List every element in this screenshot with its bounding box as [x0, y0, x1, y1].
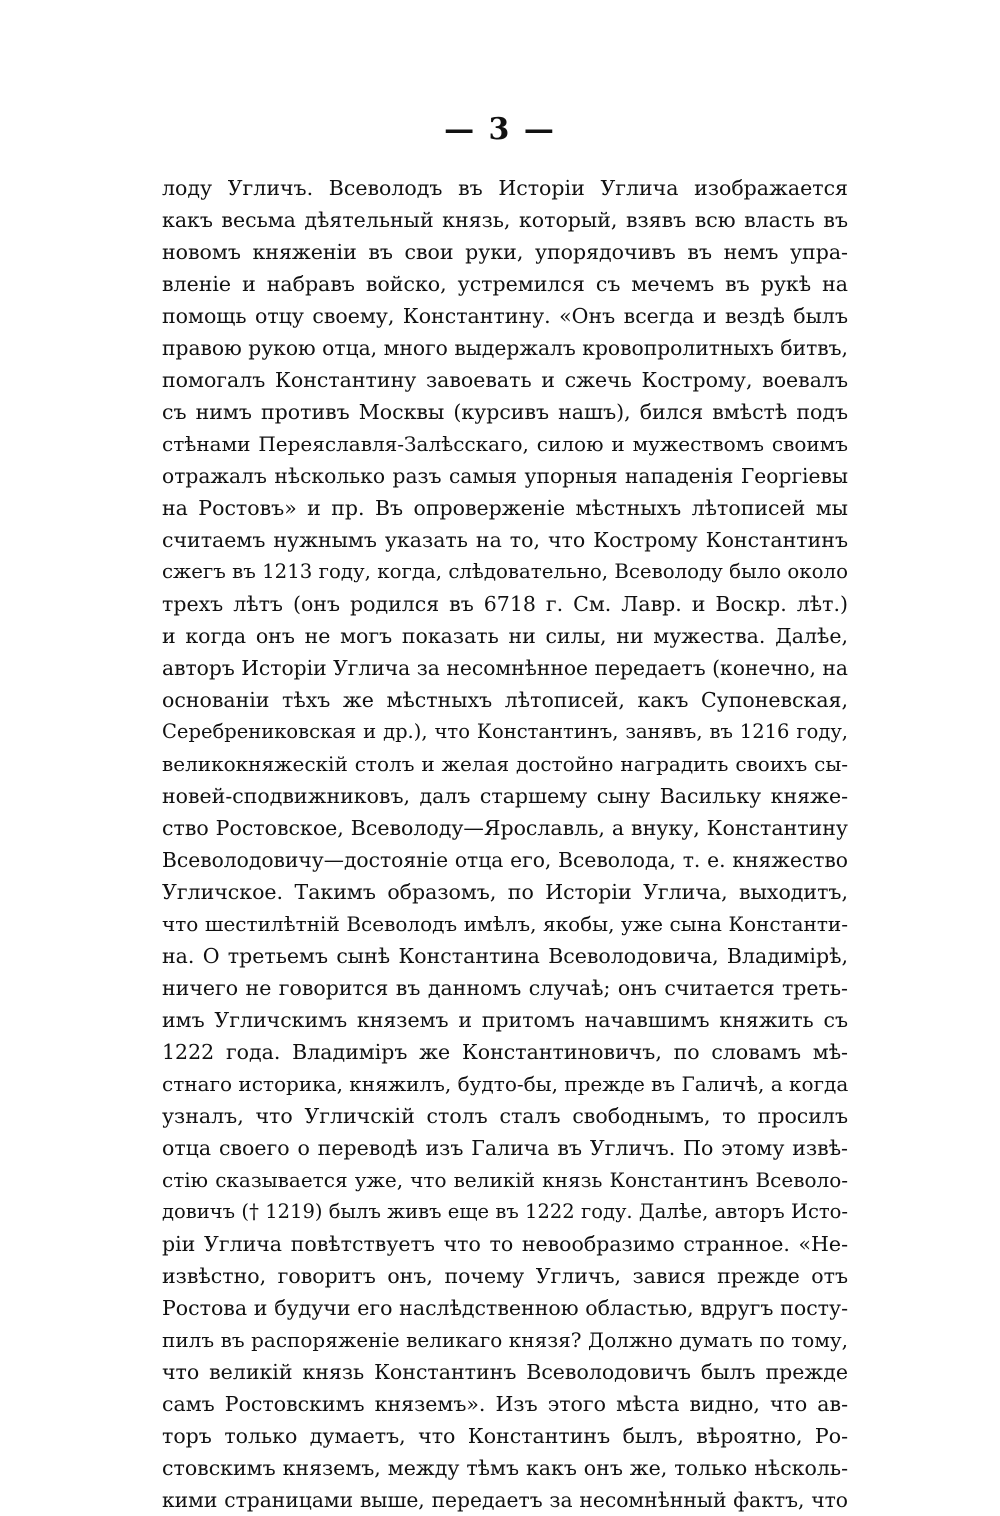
text-line: извѣстно, говоритъ онъ, почему Угличъ, завися прежде отъ	[162, 1264, 848, 1288]
text-line: новомъ княженіи въ свои руки, упорядочивъ въ немъ упра-	[162, 240, 848, 264]
text-line: ничего не говорится въ данномъ случаѣ; онъ считается треть-	[162, 976, 848, 1000]
text-line: трехъ лѣтъ (онъ родился въ 6718 г. См. Лавр. и Воскр. лѣт.)	[162, 592, 848, 616]
text-line: имъ Угличскимъ княземъ и притомъ начавшимъ княжить съ	[162, 1008, 848, 1032]
text-line: отражалъ нѣсколько разъ самыя упорныя нападенія Георгіевы	[162, 464, 848, 488]
text-line: на. О третьемъ сынѣ Константина Всеволодовича, Владимірѣ,	[162, 944, 848, 968]
text-line: довичъ († 1219) былъ живъ еще въ 1222 году. Далѣе, авторъ Исто-	[162, 1200, 848, 1223]
text-line: пилъ въ распоряженіе великаго князя? Должно думать по тому,	[162, 1328, 848, 1352]
text-line: стовскимъ княземъ, между тѣмъ какъ онъ же, только нѣсколь-	[162, 1456, 848, 1480]
text-line: стѣнами Переяславля-Залѣсскаго, силою и мужествомъ своимъ	[162, 432, 848, 456]
text-line: помощь отцу своему, Константину. «Онъ всегда и вездѣ былъ	[162, 304, 848, 328]
text-line: самъ Ростовскимъ княземъ». Изъ этого мѣста видно, что ав-	[162, 1392, 848, 1416]
text-line: помогалъ Константину завоевать и сжечь Кострому, воевалъ	[162, 368, 848, 392]
text-line: 1222 года. Владиміръ же Константиновичъ, по словамъ мѣ-	[162, 1040, 848, 1064]
text-line: что великій князь Константинъ Всеволодовичъ былъ прежде	[162, 1360, 848, 1384]
text-line: торъ только думаетъ, что Константинъ былъ, вѣроятно, Ро-	[162, 1424, 848, 1448]
text-line: сжегъ въ 1213 году, когда, слѣдовательно, Всеволоду было около	[162, 560, 848, 583]
text-line: что шестилѣтній Всеволодъ имѣлъ, якобы, уже сына Константи-	[162, 912, 848, 936]
text-line: съ нимъ противъ Москвы (курсивъ нашъ), бился вмѣстѣ подъ	[162, 400, 848, 424]
text-line: Всеволодовичу—достояніе отца его, Всеволода, т. е. княжество	[162, 848, 848, 872]
text-line: отца своего о переводѣ изъ Галича въ Угличъ. По этому извѣ-	[162, 1136, 848, 1160]
text-line: ріи Углича повѣтствуетъ что то невообразимо странное. «Не-	[162, 1232, 848, 1256]
text-line: узналъ, что Угличскій столъ сталъ свободнымъ, то просилъ	[162, 1104, 848, 1128]
page-number: — 3 —	[444, 112, 556, 147]
text-line: новей-сподвижниковъ, далъ старшему сыну Васильку княже-	[162, 784, 848, 808]
text-line: ство Ростовское, Всеволоду—Ярославль, а внуку, Константину	[162, 816, 848, 840]
text-line: какъ весьма дѣятельный князь, который, взявъ всю власть въ	[162, 208, 848, 232]
text-line: стію сказывается уже, что великій князь Константинъ Всеволо-	[162, 1168, 848, 1192]
text-line: вленіе и набравъ войско, устремился съ мечемъ въ рукѣ на	[162, 272, 848, 296]
text-line: Угличское. Такимъ образомъ, по Исторіи Углича, выходитъ,	[162, 880, 848, 904]
text-line: Серебрениковская и др.), что Константинъ, занявъ, въ 1216 году,	[162, 720, 848, 743]
text-line: и когда онъ не могъ показать ни силы, ни мужества. Далѣе,	[162, 624, 848, 648]
text-line: правою рукою отца, много выдержалъ кровопролитныхъ битвъ,	[162, 336, 848, 360]
page-body-text	[162, 172, 848, 1516]
text-line: Ростова и будучи его наслѣдственною областью, вдругъ посту-	[162, 1296, 848, 1320]
text-line: лоду Угличъ. Всеволодъ въ Исторіи Углича изображается	[162, 176, 848, 200]
text-line: считаемъ нужнымъ указать на то, что Кострому Константинъ	[162, 528, 848, 552]
text-line: кими страницами выше, передаетъ за несомнѣнный фактъ, что	[162, 1488, 848, 1512]
text-line: на Ростовъ» и пр. Въ опроверженіе мѣстныхъ лѣтописей мы	[162, 496, 848, 520]
text-line: великокняжескій столъ и желая достойно наградить своихъ сы-	[162, 752, 848, 776]
text-line: авторъ Исторіи Углича за несомнѣнное передаетъ (конечно, на	[162, 656, 848, 680]
text-line: основаніи тѣхъ же мѣстныхъ лѣтописей, какъ Супоневская,	[162, 688, 848, 712]
text-line: стнаго историка, княжилъ, будто-бы, прежде въ Галичѣ, а когда	[162, 1072, 849, 1096]
